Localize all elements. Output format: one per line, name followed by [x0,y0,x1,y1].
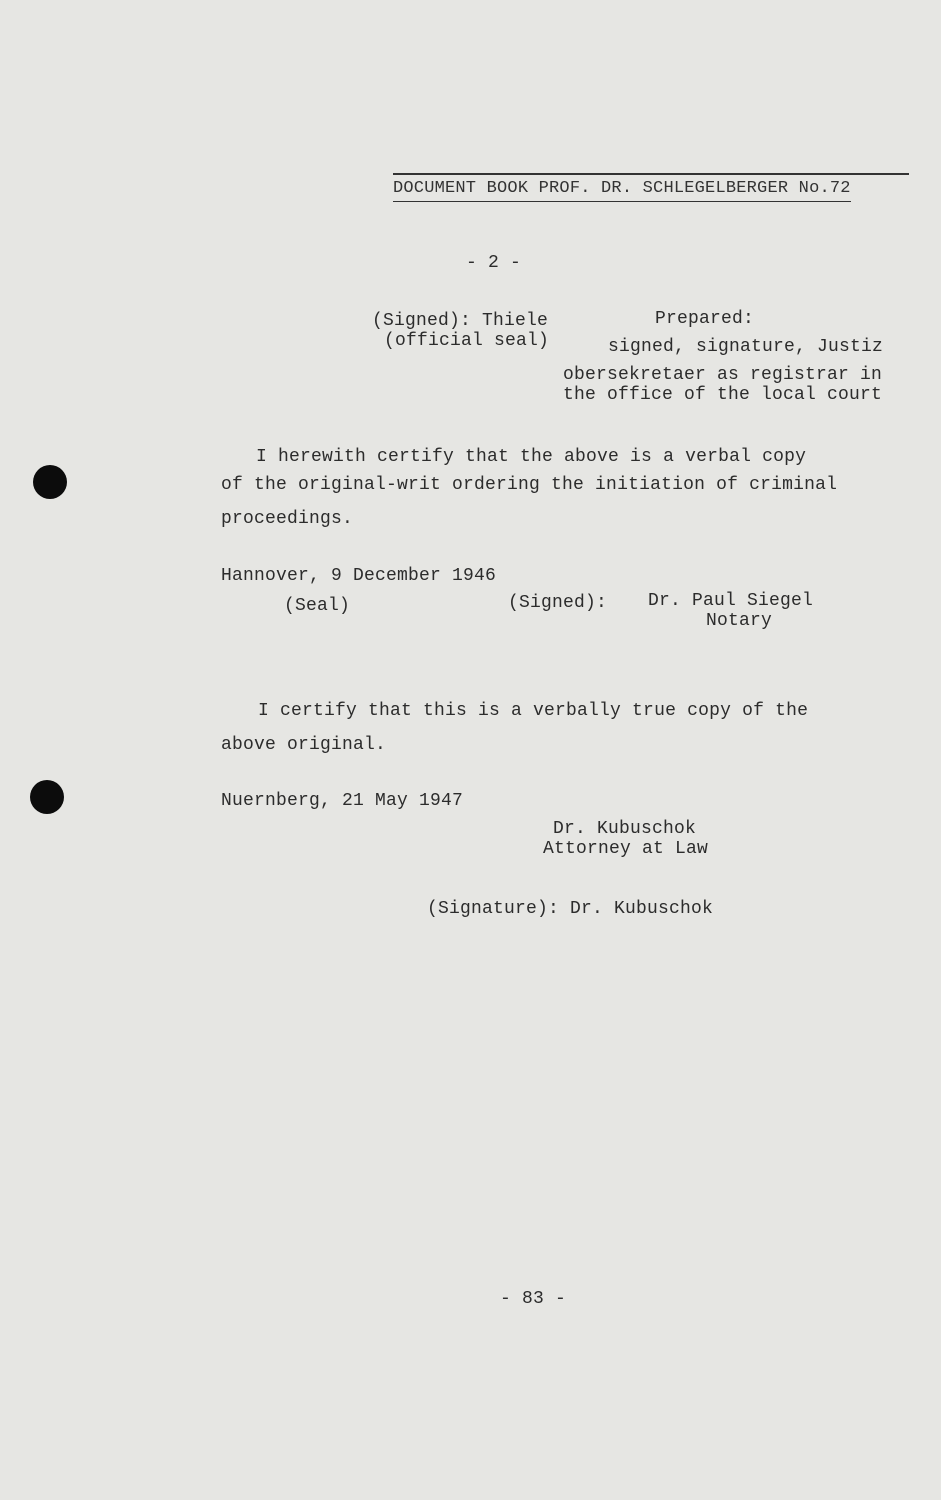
certify2-line-1: I certify that this is a verbally true copy of the [258,701,809,721]
certify-paragraph-line-3: proceedings. [221,509,354,529]
page-number-top: - 2 - [466,253,522,273]
hannover-place-date: Hannover, 9 December 1946 [221,566,497,586]
certify-paragraph-line-1: I herewith certify that the above is a verbal copy [256,447,807,467]
attorney-title: Attorney at Law [543,839,709,859]
office-local-court-line: the office of the local court [563,385,883,405]
official-seal: (official seal) [384,331,550,351]
document-book-header: DOCUMENT BOOK PROF. DR. SCHLEGELBERGER No.72 [393,178,851,202]
prepared-label: Prepared: [655,309,755,329]
signature-line: (Signature): Dr. Kubuschok [427,899,714,919]
nuernberg-place-date: Nuernberg, 21 May 1947 [221,791,464,811]
certify2-line-2: above original. [221,735,387,755]
notary-name: Dr. Paul Siegel [648,591,814,611]
certify-paragraph-line-2: of the original-writ ordering the initiation of criminal [221,475,838,495]
obersekretaer-line: obersekretaer as registrar in [563,365,883,385]
page-number-bottom: - 83 - [500,1289,567,1309]
punch-hole-bottom [30,780,64,814]
header-top-rule [393,173,909,175]
punch-hole-top [33,465,67,499]
notary-title: Notary [706,611,773,631]
signed-label: (Signed): [508,593,608,613]
signed-thiele: (Signed): Thiele [372,311,549,331]
seal-label: (Seal) [284,596,351,616]
attorney-name: Dr. Kubuschok [553,819,697,839]
signed-signature-justiz: signed, signature, Justiz [608,337,884,357]
